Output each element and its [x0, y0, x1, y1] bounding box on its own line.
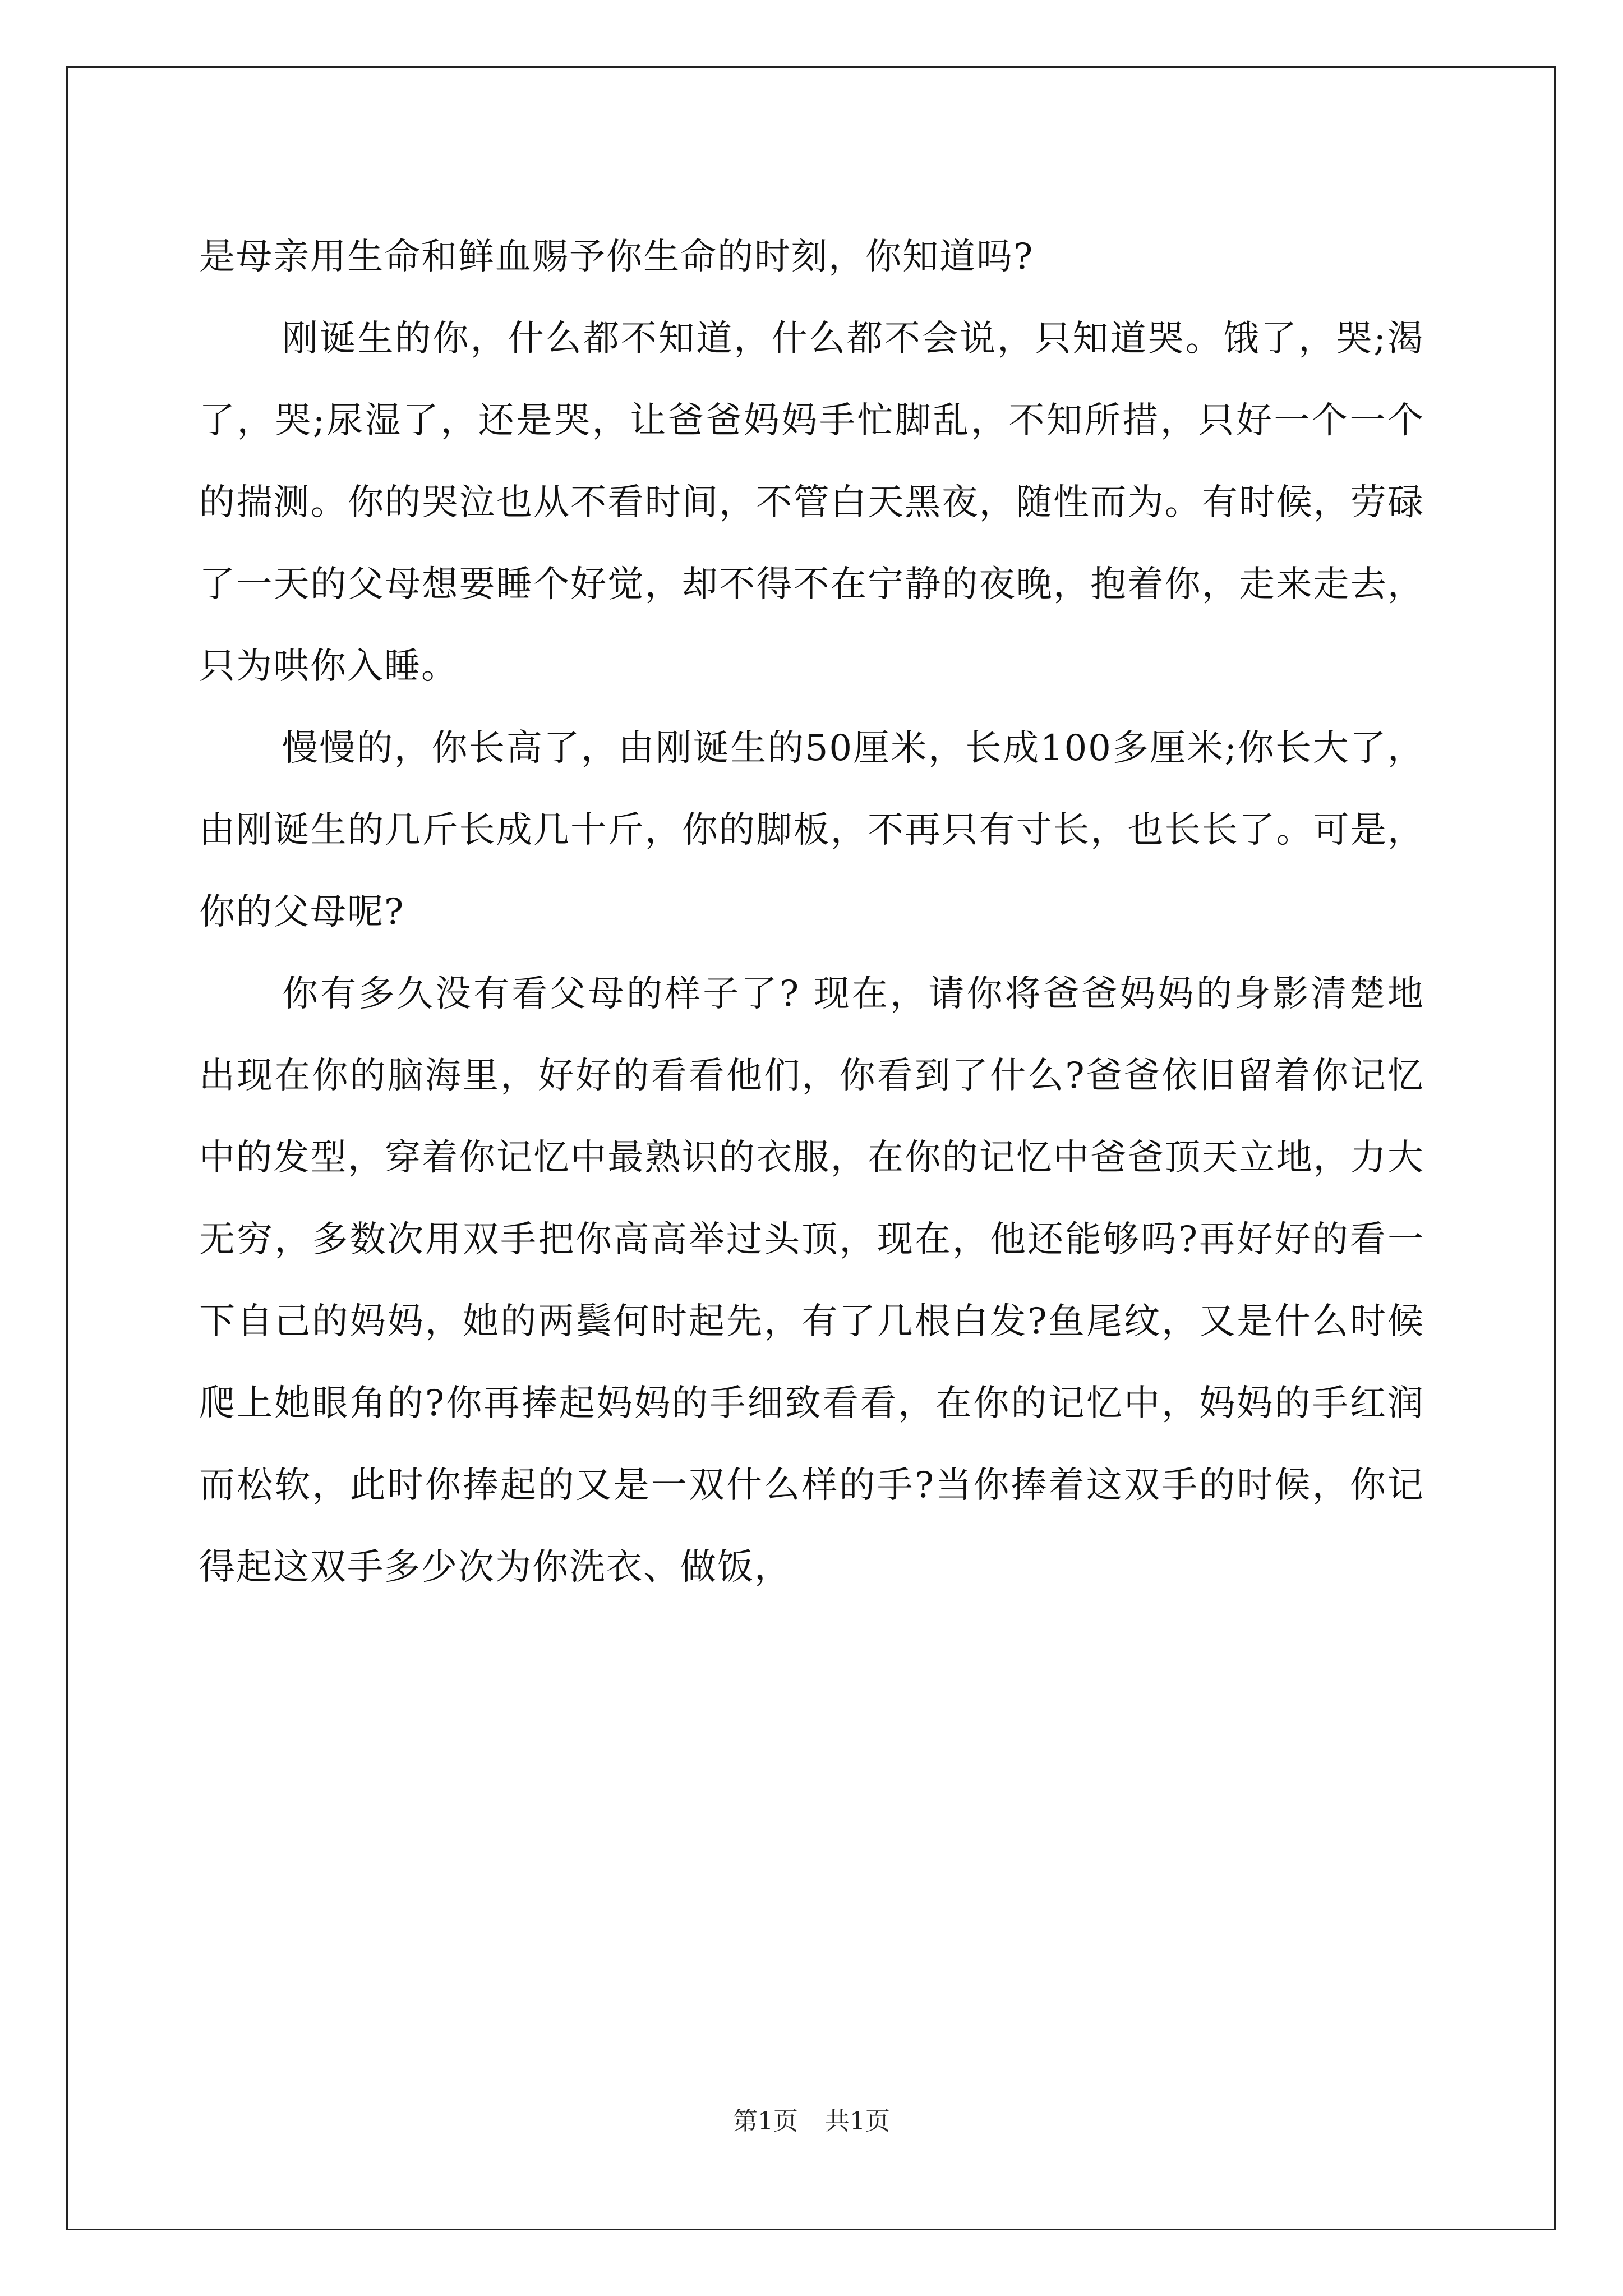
document-body: [199, 216, 1424, 1608]
paragraph-continued: 是母亲用生命和鲜血赐予你生命的时刻，你知道吗?: [199, 236, 1034, 278]
page-footer: [0, 2105, 1623, 2138]
page-number: 第1页: [733, 2107, 798, 2136]
paragraph-parents: 你有多久没有看父母的样子了? 现在，请你将爸爸妈妈的身影清楚地出现在你的脑海里，好好的看看他们，你看到了什么?爸爸依旧留着你记忆中的发型，穿着你记忆中最熟识的衣服，在你的记忆中爸爸顶天立地，力大无穷，多数次用双手把你高高举过头顶，现在，他还能够吗?再好好的看一下自己的妈妈，她的两鬓何时起先，有了几根白发?鱼尾纹，又是什么时候爬上她眼角的?你再捧起妈妈的手细致看看，在你的记忆中，妈妈的手红润而松软，此时你捧起的又是一双什么样的手?当你捧着这双手的时候，你记得起这双手多少次为你洗衣、做饭，: [199, 973, 1424, 1588]
paragraph-newborn: 刚诞生的你，什么都不知道，什么都不会说，只知道哭。饿了，哭;渴了，哭;尿湿了，还是哭，让爸爸妈妈手忙脚乱，不知所措，只好一个一个的揣测。你的哭泣也从不看时间，不管白天黑夜，随性而为。有时候，劳碌了一天的父母想要睡个好觉，却不得不在宁静的夜晚，抱着你，走来走去，只为哄你入睡。: [199, 318, 1424, 687]
page-total: 共1页: [825, 2107, 890, 2136]
paragraph-growing-up: 慢慢的，你长高了，由刚诞生的50厘米，长成100多厘米;你长大了，由刚诞生的几斤长成几十斤，你的脚板，不再只有寸长，也长长了。可是，你的父母呢?: [199, 728, 1424, 933]
